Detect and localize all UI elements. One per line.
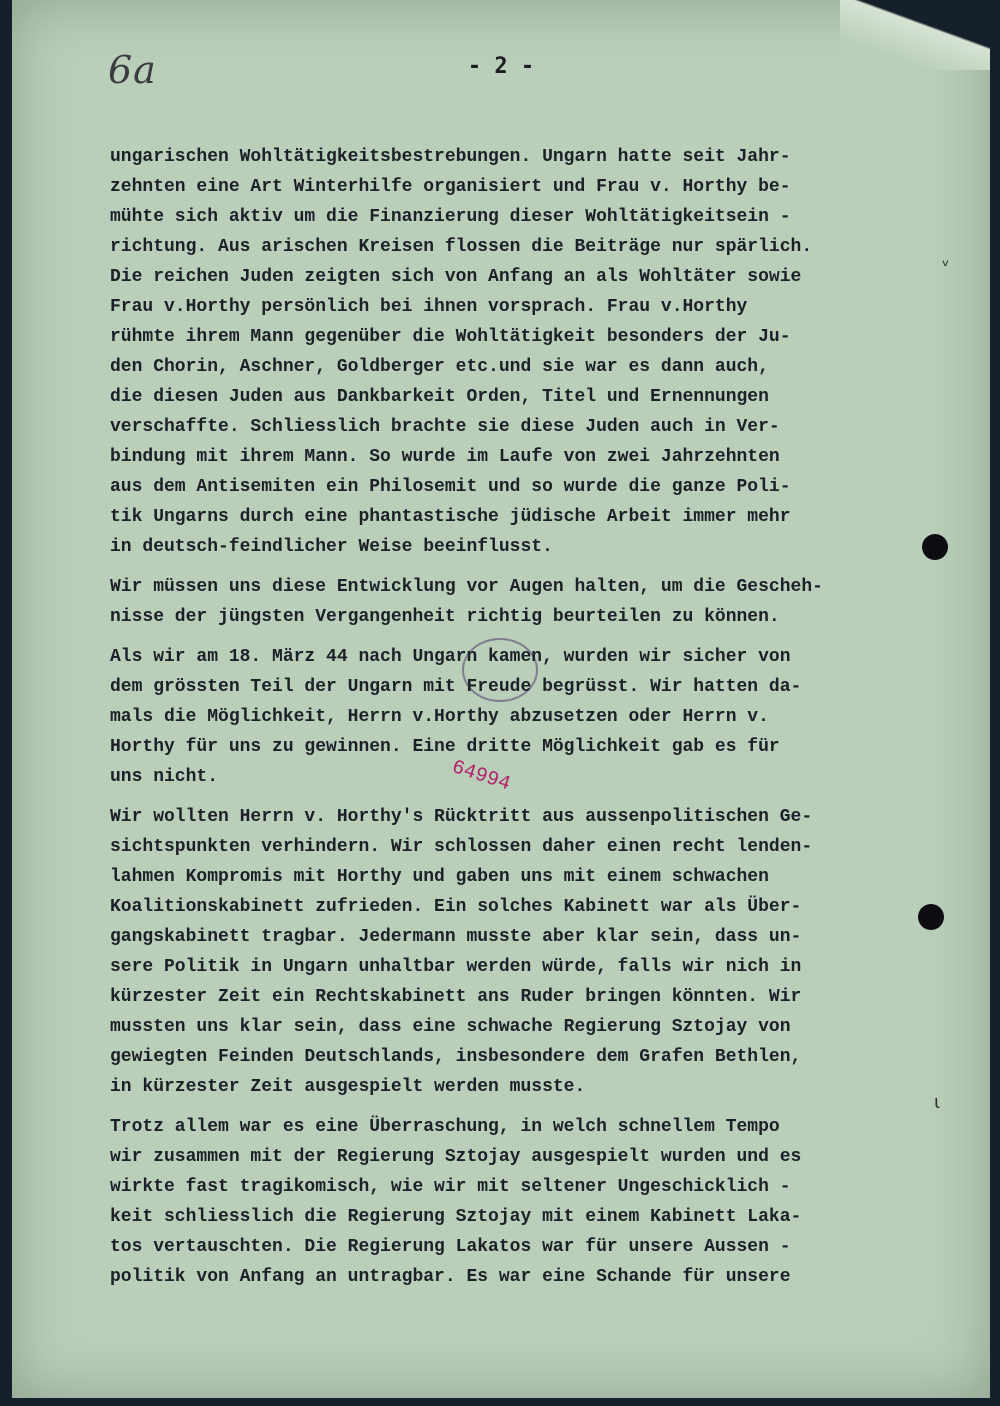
text-line: tik Ungarns durch eine phantastische jüdische Arbeit immer mehr [110,507,791,527]
text-line: Wir wollten Herrn v. Horthy's Rücktritt aus aussenpolitischen Ge- [110,807,813,827]
text-line: uns nicht. [110,767,219,787]
text-line: dem grössten Teil der Ungarn mit Freude begrüsst. Wir hatten da- [110,677,802,697]
text-line: verschaffte. Schliesslich brachte sie diese Juden auch in Ver- [110,417,780,437]
text-line: Horthy für uns zu gewinnen. Eine dritte Möglichkeit gab es für [110,737,780,757]
handwritten-folio-mark: 6a [108,48,157,92]
paragraph [110,142,920,562]
margin-tick-mark: ɩ [934,1092,941,1113]
text-line: Frau v.Horthy persönlich bei ihnen vorsprach. Frau v.Horthy [110,297,748,317]
text-line: die diesen Juden aus Dankbarkeit Orden, Titel und Ernennungen [110,387,769,407]
text-line: mals die Möglichkeit, Herrn v.Horthy abzusetzen oder Herrn v. [110,707,769,727]
text-line: sichtspunkten verhindern. Wir schlossen daher einen recht lenden- [110,837,813,857]
text-line: keit schliesslich die Regierung Sztojay mit einem Kabinett Laka- [110,1207,802,1227]
text-line: zehnten eine Art Winterhilfe organisiert und Frau v. Horthy be- [110,177,791,197]
text-line: mühte sich aktiv um die Finanzierung dieser Wohltätigkeitsein - [110,207,791,227]
paragraph [110,642,920,792]
text-line: aus dem Antisemiten ein Philosemit und so wurde die ganze Poli- [110,477,791,497]
text-line: richtung. Aus arischen Kreisen flossen die Beiträge nur spärlich. [110,237,813,257]
text-line: sere Politik in Ungarn unhaltbar werden würde, falls wir nich in [110,957,802,977]
text-line: Die reichen Juden zeigten sich von Anfang an als Wohltäter sowie [110,267,802,287]
text-line: rühmte ihrem Mann gegenüber die Wohltätigkeit besonders der Ju- [110,327,791,347]
text-line: bindung mit ihrem Mann. So wurde im Laufe von zwei Jahrzehnten [110,447,780,467]
text-line: nisse der jüngsten Vergangenheit richtig beurteilen zu können. [110,607,780,627]
page-number: - 2 - [467,54,535,79]
punch-hole [922,534,948,560]
text-line: wir zusammen mit der Regierung Sztojay ausgespielt wurden und es [110,1147,802,1167]
typed-body-text [110,142,920,1292]
text-line: wirkte fast tragikomisch, wie wir mit seltener Ungeschicklich - [110,1177,791,1197]
text-line: lahmen Kompromis mit Horthy und gaben uns mit einem schwachen [110,867,769,887]
document-page [12,0,990,1398]
paragraph [110,572,920,632]
text-line: tos vertauschten. Die Regierung Lakatos war für unsere Aussen - [110,1237,791,1257]
text-line: kürzester Zeit ein Rechtskabinett ans Ruder bringen könnten. Wir [110,987,802,1007]
paragraph [110,802,920,1102]
punch-hole [918,904,944,930]
text-line: den Chorin, Aschner, Goldberger etc.und sie war es dann auch, [110,357,769,377]
text-line: Trotz allem war es eine Überraschung, in welch schnellem Tempo [110,1117,780,1137]
text-line: ungarischen Wohltätigkeitsbestrebungen. Ungarn hatte seit Jahr- [110,147,791,167]
text-line: Als wir am 18. März 44 nach Ungarn kamen, wurden wir sicher von [110,647,791,667]
text-line: in deutsch-feindlicher Weise beeinflusst. [110,537,553,557]
text-line: in kürzester Zeit ausgespielt werden musste. [110,1077,586,1097]
archive-stamp-number: 64994 [448,756,514,797]
text-line: politik von Anfang an untragbar. Es war eine Schande für unsere [110,1267,791,1287]
text-line: Wir müssen uns diese Entwicklung vor Augen halten, um die Gescheh- [110,577,823,597]
paragraph [110,1112,920,1292]
text-line: Koalitionskabinett zufrieden. Ein solches Kabinett war als Über- [110,897,802,917]
text-line: mussten uns klar sein, dass eine schwache Regierung Sztojay von [110,1017,791,1037]
margin-tick-mark: ᵛ [942,256,950,277]
text-line: gangskabinett tragbar. Jedermann musste aber klar sein, dass un- [110,927,802,947]
text-line: gewiegten Feinden Deutschlands, insbesondere dem Grafen Bethlen, [110,1047,802,1067]
